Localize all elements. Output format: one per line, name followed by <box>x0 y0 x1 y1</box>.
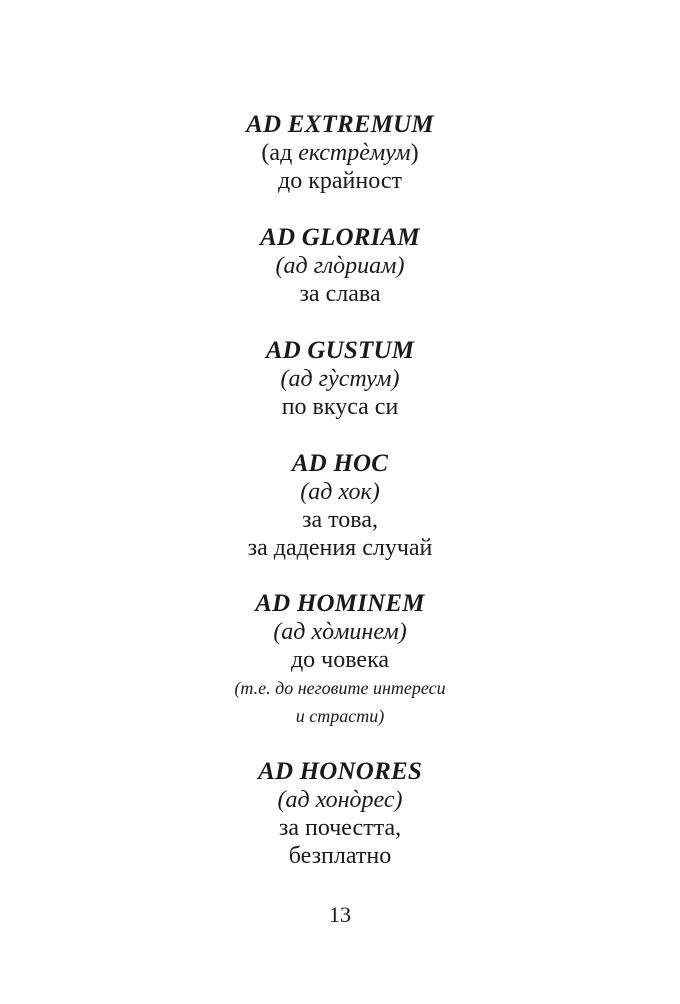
dictionary-entry <box>0 224 680 308</box>
explanatory-note: (т.е. до неговите интереси <box>234 678 446 698</box>
pronunciation <box>0 139 680 167</box>
dictionary-entry <box>0 450 680 562</box>
pronunciation: (ад хонòрес) <box>277 787 403 813</box>
explanatory-note: и страсти) <box>295 706 385 726</box>
dictionary-entry <box>0 337 680 421</box>
pronunciation: (ад хок) <box>300 479 380 505</box>
translation: за слава <box>299 281 381 307</box>
latin-term: AD GUSTUM <box>265 337 415 364</box>
pronunciation: (ад гỳстум) <box>280 366 400 392</box>
page-number: 13 <box>329 902 351 927</box>
translation: за това, <box>302 507 378 533</box>
translation: до крайност <box>278 168 402 194</box>
dictionary-entry <box>0 111 680 195</box>
dictionary-entry <box>0 758 680 870</box>
translation: безплатно <box>288 843 392 869</box>
translation: за почестта, <box>278 815 402 841</box>
pronunciation: (ад хòминем) <box>273 619 407 645</box>
translation: по вкуса си <box>281 394 399 420</box>
latin-term: AD EXTREMUM <box>246 111 434 138</box>
latin-term: AD GLORIAM <box>260 224 420 251</box>
dictionary-entry <box>0 590 680 730</box>
latin-term: AD HOMINEM <box>255 590 425 617</box>
translation: за дадения случай <box>247 535 433 561</box>
latin-term: AD HOC <box>291 450 389 477</box>
latin-term: AD HONORES <box>258 758 422 785</box>
translation: до човека <box>290 647 390 673</box>
pronunciation: (ад глòриам) <box>275 253 405 279</box>
pronunciation-open: (ад <box>261 140 299 166</box>
pronunciation-close: ) <box>410 140 419 166</box>
pronunciation-word: екстрѐмум <box>298 140 411 166</box>
